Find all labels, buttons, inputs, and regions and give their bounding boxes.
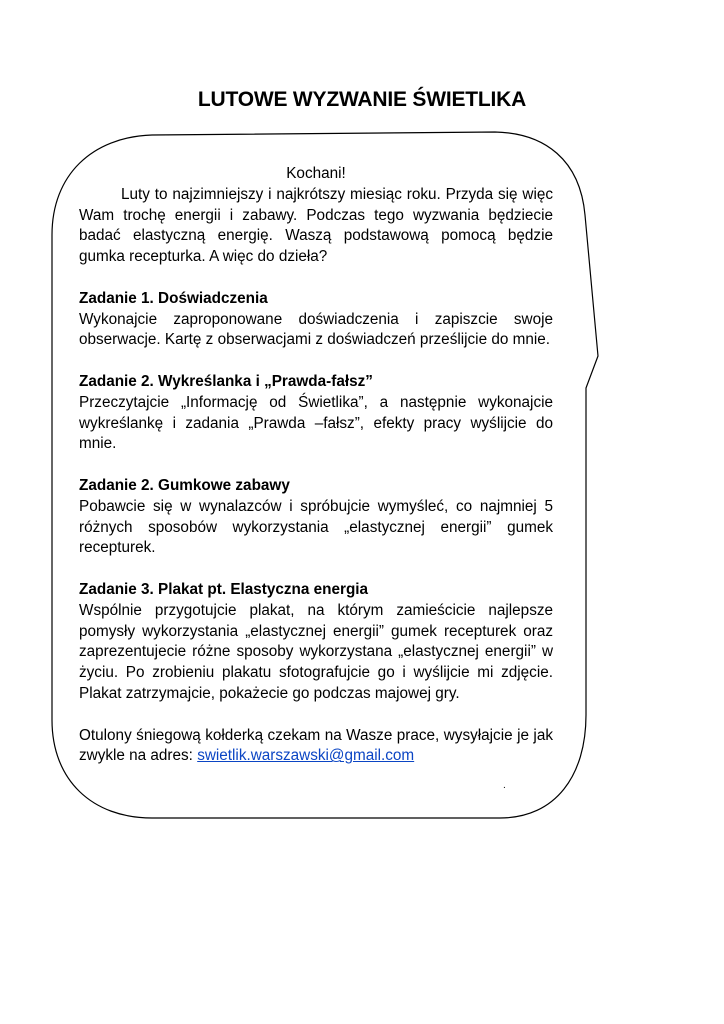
closing-text: Otulony śniegową kołderką czekam na Wasze prace, wysyłajcie je jak zwykle na adres:	[79, 726, 553, 765]
task-2-text: Przeczytajcie „Informację od Świetlika”, a następnie wykonajcie wykreślankę i zadania „Prawda –fałsz”, efekty pracy wyślijcie do mnie.	[79, 393, 553, 453]
task-3-text: Pobawcie się w wynalazców i spróbujcie wymyśleć, co najmniej 5 różnych sposobów wykorzystania „elastycznej energii” gumek recepturek.	[79, 497, 553, 557]
task-1-text: Wykonajcie zaproponowane doświadczenia i zapiszcie swoje obserwacje. Kartę z obserwacjami z doświadczeń prześlijcie do mnie.	[79, 310, 553, 349]
task-3-heading: Zadanie 2. Gumkowe zabawy	[79, 476, 290, 494]
task-4-text: Wspólnie przygotujcie plakat, na którym zamieścicie najlepsze pomysły wykorzystania „elastycznej energii” gumek recepturek oraz zaprezentujecie różne sposoby wykorzystana „elastycznej energii” w życiu. Po zrobieniu plakatu sfotografujcie go i wyślijcie mi zdjęcie. Plakat zatrzymajcie, pokażecie go podczas majowej gry.	[79, 601, 553, 702]
page-title: LUTOWE WYZWANIE ŚWIETLIKA	[197, 88, 527, 111]
greeting: Kochani!	[286, 165, 346, 182]
task-1-heading: Zadanie 1. Doświadczenia	[79, 289, 268, 307]
intro-paragraph: Luty to najzimniejszy i najkrótszy miesiąc roku. Przyda się więc Wam trochę energii i zabawy. Podczas tego wyzwania będziecie badać elastyczną energię. Waszą podstawową pomocą będzie gumka recepturka. A więc do dzieła?	[79, 185, 553, 266]
task-2-heading: Zadanie 2. Wykreślanka i „Prawda-fałsz”	[79, 372, 373, 390]
stray-mark: .	[503, 780, 506, 791]
closing-paragraph	[79, 726, 553, 768]
letter-content	[79, 164, 553, 767]
task-4-heading: Zadanie 3. Plakat pt. Elastyczna energia	[79, 580, 369, 598]
email-link[interactable]: swietlik.warszawski@gmail.com	[197, 747, 415, 765]
